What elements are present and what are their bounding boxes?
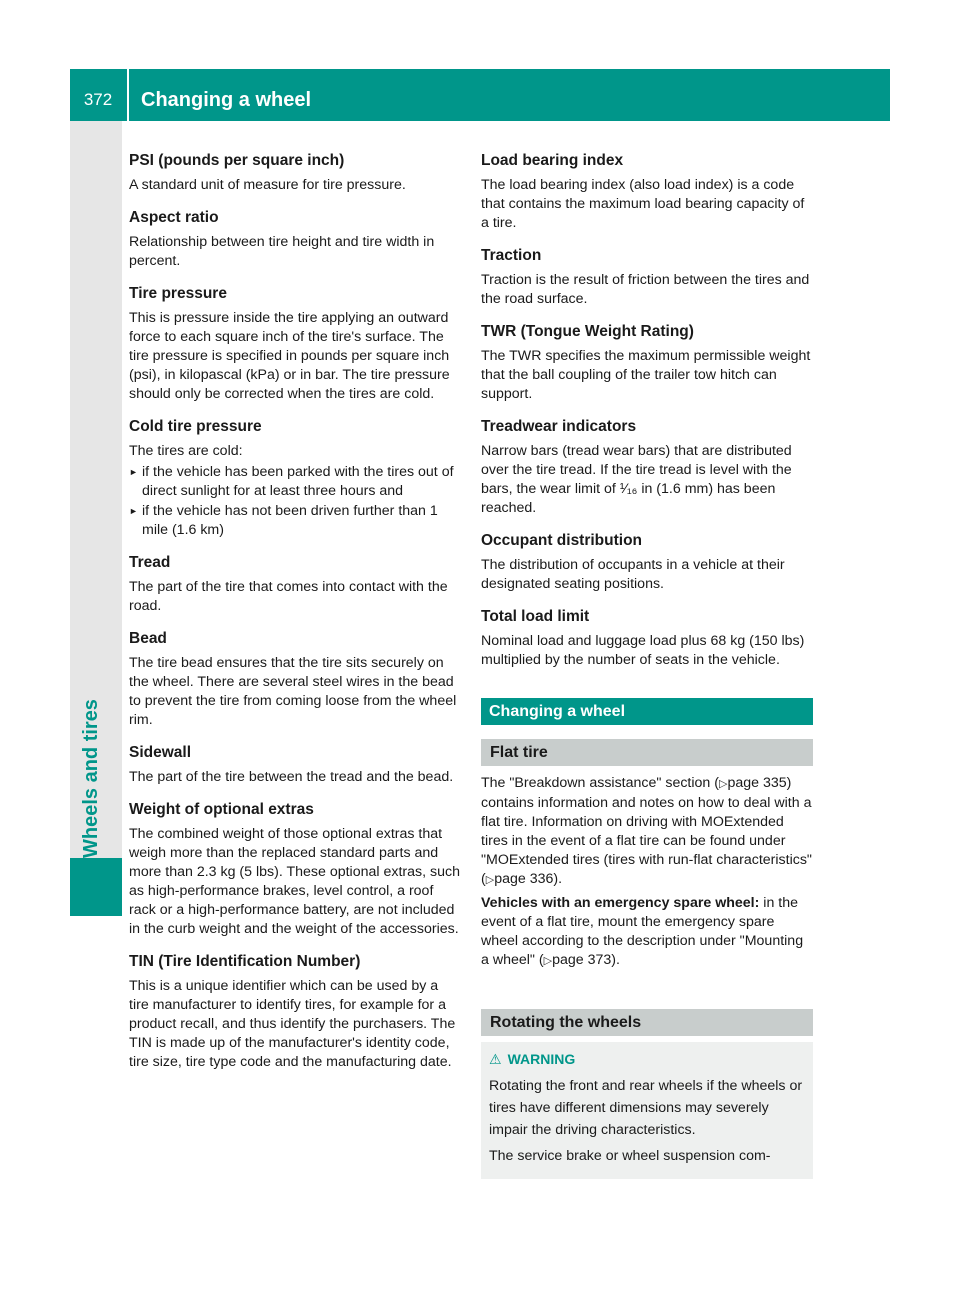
header-divider <box>127 69 129 121</box>
term-definition: This is pressure inside the tire applying an outward force to each square inch of the tire's surface. The tire pressure is specified in pounds per square inch (psi), in kilopascal (kPa) or in bar. The tire pressure should only be corrected when the tires are cold. <box>129 310 450 402</box>
term-heading: Load bearing index <box>481 152 624 169</box>
page-number: 372 <box>83 90 113 109</box>
term-definition: The combined weight of those optional extras that weigh more than the replaced standard parts and more than 2.3 kg (5 lbs). These optional extras, such as high-performance brakes, level control, a roof rack or a high-performance battery, are not included in the curb weight and the weight of the accessories. <box>129 826 460 937</box>
term-heading: Sidewall <box>129 744 192 761</box>
section-heading-changing-wheel: Changing a wheel <box>481 698 813 725</box>
term-heading: Treadwear indicators <box>481 418 637 435</box>
xref-arrow-icon: ▷ <box>718 778 728 790</box>
bullet-icon: ► <box>129 467 138 477</box>
term-definition: The tires are cold: <box>129 443 243 459</box>
xref-arrow-icon: ▷ <box>485 874 495 886</box>
term-definition: The distribution of occupants in a vehicle at their designated seating positions. <box>481 557 785 592</box>
subsection-heading-flat-tire: Flat tire <box>481 739 813 766</box>
term-definition: The TWR specifies the maximum permissible weight that the ball coupling of the trailer tow hitch can support. <box>481 348 811 402</box>
warning-text: The service brake or wheel suspension com- <box>489 1148 771 1164</box>
term-definition: Relationship between tire height and tire width in percent. <box>129 234 435 269</box>
term-heading: Weight of optional extras <box>129 801 314 818</box>
list-item: ► if the vehicle has been parked with the tires out of direct sunlight for at least three hours and <box>129 464 454 499</box>
term-heading: Tread <box>129 554 171 571</box>
term-heading: Cold tire pressure <box>129 418 262 435</box>
term-definition: A standard unit of measure for tire pressure. <box>129 177 406 193</box>
term-heading: Tire pressure <box>129 285 227 302</box>
bullet-icon: ► <box>129 506 138 516</box>
term-heading: TWR (Tongue Weight Rating) <box>481 323 694 340</box>
cold-tire-list <box>129 463 461 540</box>
term-heading: Aspect ratio <box>129 209 219 226</box>
list-item: ► if the vehicle has not been driven further than 1 mile (1.6 km) <box>129 503 438 538</box>
right-column <box>481 150 813 1179</box>
page-reference-link[interactable]: page 336 <box>494 871 554 887</box>
term-heading: Occupant distribution <box>481 532 643 549</box>
term-definition: Nominal load and luggage load plus 68 kg (150 lbs) multiplied by the number of seats in the vehicle. <box>481 633 805 668</box>
term-definition: Traction is the result of friction between the tires and the road surface. <box>481 272 810 307</box>
term-definition: The part of the tire between the tread and the bead. <box>129 769 454 785</box>
warning-triangle-icon: ⚠ <box>489 1051 502 1067</box>
term-definition: The tire bead ensures that the tire sits securely on the wheel. There are several steel wires in the bead to prevent the tire from coming loose from the wheel rim. <box>129 655 457 728</box>
flat-tire-paragraph: The "Breakdown assistance" section (▷page 335) contains information and notes on how to deal with a flat tire. Information on driving with MOExtended tires in the event of a flat tire can be found under "MOExtended tires (tires with run-flat characteristics" (▷page 336). <box>481 775 812 887</box>
term-definition: The part of the tire that comes into contact with the road. <box>129 579 448 614</box>
side-tab-marker <box>70 858 122 916</box>
page-reference-link[interactable]: page 335 <box>727 775 787 791</box>
term-definition: This is a unique identifier which can be used by a tire manufacturer to identify tires, for example for a product recall, and thus identify the purchasers. The TIN is made up of the manufacturer's identity code, tire size, tire type code and the manufacturing date. <box>129 978 456 1070</box>
term-heading: Total load limit <box>481 608 590 625</box>
subsection-heading-rotating: Rotating the wheels <box>481 1009 813 1036</box>
term-heading: Traction <box>481 247 542 264</box>
left-column <box>129 150 461 1084</box>
side-tab-label: Wheels and tires <box>80 699 102 858</box>
warning-header: ⚠ WARNING <box>489 1051 576 1067</box>
term-definition: The load bearing index (also load index) is a code that contains the maximum load bearing capacity of a tire. <box>481 177 805 231</box>
spare-wheel-paragraph: Vehicles with an emergency spare wheel: in the event of a flat tire, mount the emergency spare wheel according to the description under "Mounting a wheel" (▷page 373). <box>481 895 804 968</box>
xref-arrow-icon: ▷ <box>543 955 553 967</box>
term-heading: TIN (Tire Identification Number) <box>129 953 361 970</box>
term-heading: PSI (pounds per square inch) <box>129 152 345 169</box>
page-reference-link[interactable]: page 373 <box>552 952 612 968</box>
warning-text: Rotating the front and rear wheels if the wheels or tires have different dimensions may severely impair the driving characteristics. <box>489 1078 803 1138</box>
term-definition: Narrow bars (tread wear bars) that are distributed over the tire tread. If the tire tread is level with the bars, the wear limit of ¹⁄₁₆ in (1.6 mm) has been reached. <box>481 443 792 516</box>
page-title: Changing a wheel <box>141 89 312 111</box>
warning-box <box>481 1042 813 1179</box>
term-heading: Bead <box>129 630 167 647</box>
